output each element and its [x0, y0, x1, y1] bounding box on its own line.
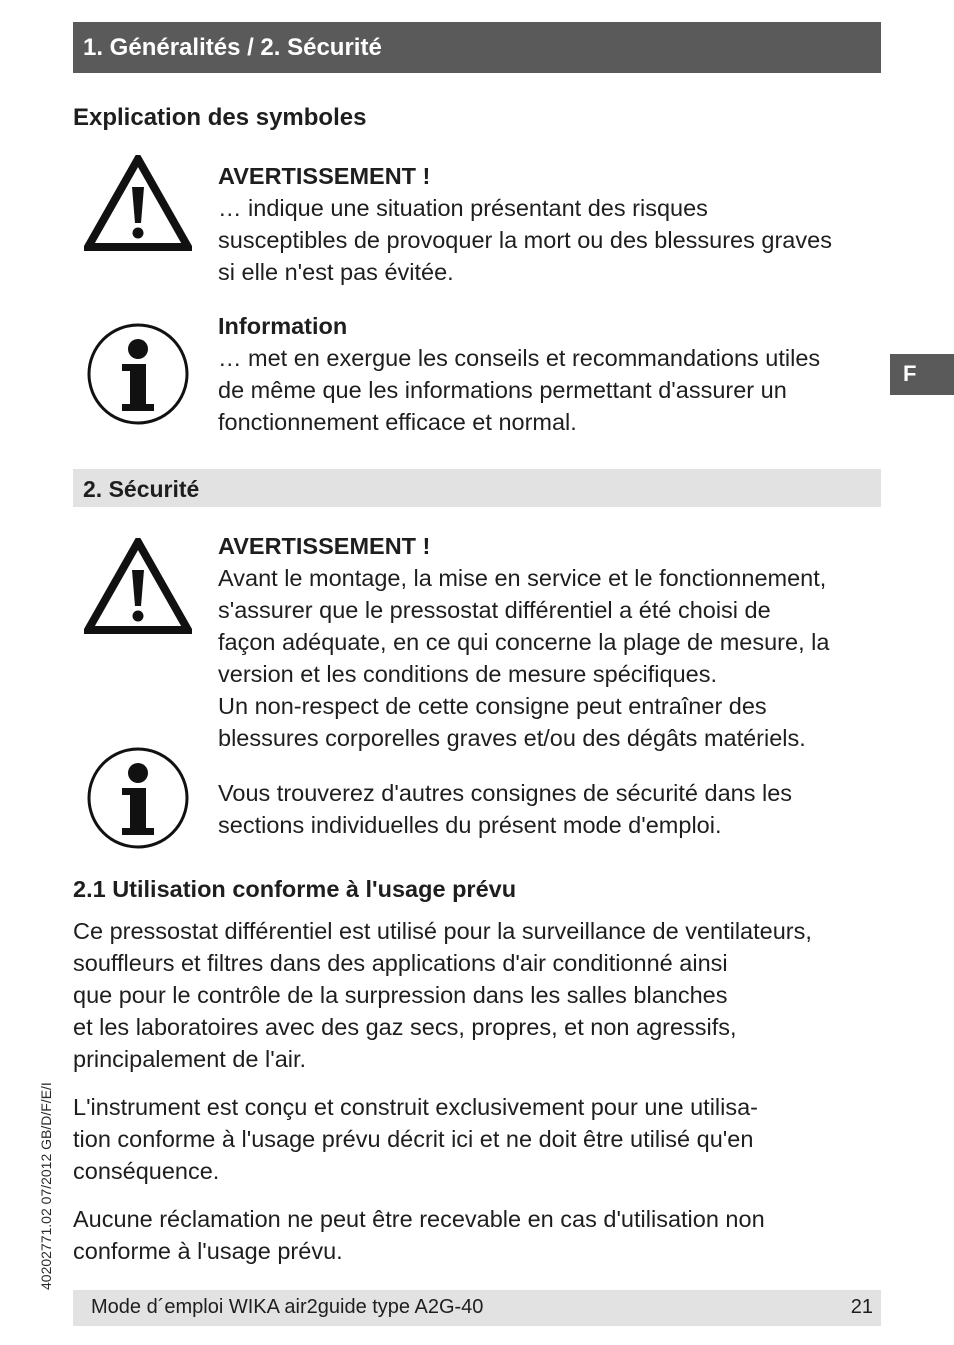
language-tab — [890, 354, 954, 395]
section-heading: 2. Sécurité — [83, 476, 200, 502]
warning-explanation — [218, 160, 888, 288]
usage-paragraph-1 — [73, 915, 888, 1075]
text-line: Un non-respect de cette consigne peut entraîner des — [218, 693, 767, 719]
usage-paragraph-3 — [73, 1203, 888, 1267]
text-line: s'assurer que le pressostat différentiel a été choisi de — [218, 597, 771, 623]
subsection-heading: 2.1 Utilisation conforme à l'usage prévu — [73, 876, 517, 902]
text-line: Ce pressostat différentiel est utilisé pour la surveillance de ventilateurs, — [73, 918, 812, 944]
text-line: Vous trouverez d'autres consignes de sécurité dans les — [218, 780, 793, 806]
text-line: que pour le contrôle de la surpression dans les salles blanches — [73, 982, 728, 1008]
text-line: tion conforme à l'usage prévu décrit ici et ne doit être utilisé qu'en — [73, 1126, 754, 1152]
manual-title: Mode d´emploi WIKA air2guide type A2G-40 — [91, 1296, 484, 1318]
safety-info — [218, 777, 888, 841]
safety-warning — [218, 530, 888, 754]
text-line: et les laboratoires avec des gaz secs, propres, et non agressifs, — [73, 1014, 737, 1040]
warning-triangle-icon — [84, 538, 192, 636]
text-line: conforme à l'usage prévu. — [73, 1238, 343, 1264]
page-footer — [73, 1290, 881, 1326]
text-line: façon adéquate, en ce qui concerne la plage de mesure, la — [218, 629, 830, 655]
usage-paragraph-2 — [73, 1091, 888, 1187]
text-line: si elle n'est pas évitée. — [218, 259, 454, 285]
text-line: Avant le montage, la mise en service et le fonctionnement, — [218, 565, 827, 591]
text-line: fonctionnement efficace et normal. — [218, 409, 577, 435]
text-line: souffleurs et filtres dans des applications d'air conditionné ainsi — [73, 950, 728, 976]
information-explanation — [218, 310, 888, 438]
text-line: sections individuelles du présent mode d'emploi. — [218, 812, 722, 838]
warning-label: AVERTISSEMENT ! — [218, 163, 431, 189]
information-circle-icon — [86, 322, 190, 426]
page-title: 1. Généralités / 2. Sécurité — [83, 34, 382, 61]
symbols-heading: Explication des symboles — [73, 104, 367, 131]
text-line: … met en exergue les conseils et recommandations utiles — [218, 345, 821, 371]
text-line: version et les conditions de mesure spécifiques. — [218, 661, 717, 687]
document-code — [38, 1050, 62, 1290]
information-circle-icon — [86, 746, 190, 850]
language-tab-label: F — [903, 361, 917, 386]
section-heading-bar — [73, 469, 881, 507]
text-line: principalement de l'air. — [73, 1046, 307, 1072]
text-line: blessures corporelles graves et/ou des dégâts matériels. — [218, 725, 806, 751]
page-header-bar — [73, 22, 881, 73]
text-line: susceptibles de provoquer la mort ou des blessures graves — [218, 227, 832, 253]
information-label: Information — [218, 313, 348, 339]
text-line: Aucune réclamation ne peut être recevable en cas d'utilisation non — [73, 1206, 765, 1232]
warning-triangle-icon — [84, 155, 192, 253]
page-number: 21 — [850, 1296, 873, 1318]
text-line: L'instrument est conçu et construit exclusivement pour une utilisa- — [73, 1094, 759, 1120]
text-line: de même que les informations permettant d'assurer un — [218, 377, 787, 403]
text-line: … indique une situation présentant des risques — [218, 195, 708, 221]
document-code-text: 40202771.02 07/2012 GB/D/F/E/I — [38, 1082, 54, 1290]
text-line: conséquence. — [73, 1158, 220, 1184]
warning-label: AVERTISSEMENT ! — [218, 533, 431, 559]
